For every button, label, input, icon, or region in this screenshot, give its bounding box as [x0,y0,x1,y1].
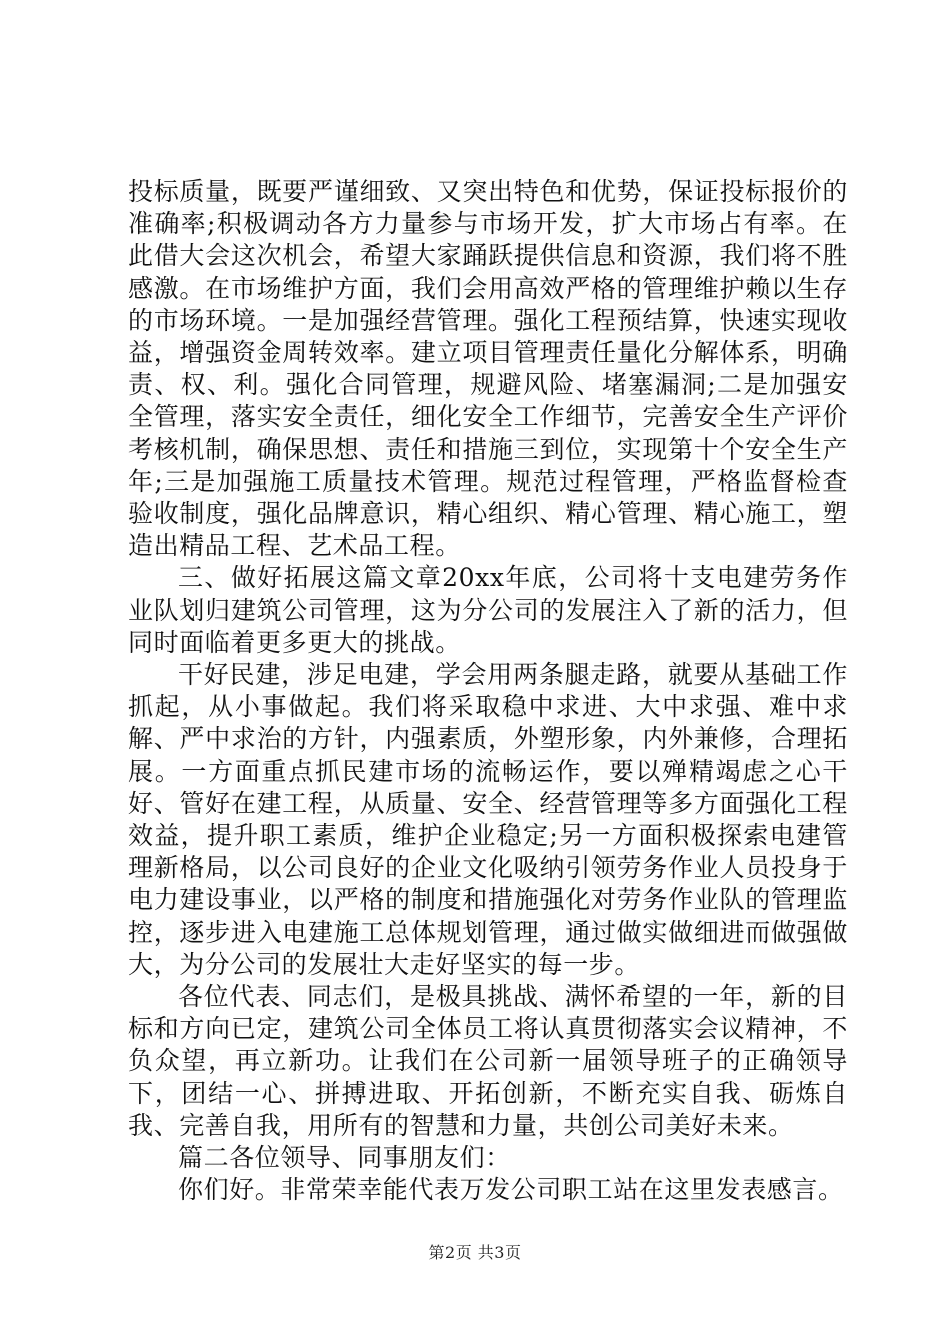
page-number-footer: 第2页 共3页 [428,1243,522,1262]
paragraph-4: 各位代表、同志们，是极具挑战、满怀希望的一年，新的目标和方向已定，建筑公司全体员工将认真贯彻落实会议精神，不负众望，再立新功。让我们在公司新一届领导班子的正确领导下，团结一心、拼搏进取、开拓创新，不断充实自我、砺炼自我、完善自我，用所有的智慧和力量，共创公司美好未来。 [128,982,848,1140]
paragraph-3: 干好民建，涉足电建，学会用两条腿走路，就要从基础工作抓起，从小事做起。我们将采取稳中求进、大中求强、难中求解、严中求治的方针，内强素质，外塑形象，内外兼修，合理拓展。一方面重点抓民建市场的流畅运作，要以殚精竭虑之心干好、管好在建工程，从质量、安全、经营管理等多方面强化工程效益，提升职工素质，维护企业稳定;另一方面积极探索电建管理新格局，以公司良好的企业文化吸纳引领劳务作业人员投身于电力建设事业，以严格的制度和措施强化对劳务作业队的管理监控，逐步进入电建施工总体规划管理，通过做实做细进而做强做大，为分公司的发展壮大走好坚实的每一步。 [128,660,848,979]
document-body [128,176,848,1207]
paragraph-5: 篇二各位领导、同事朋友们： [178,1143,511,1173]
paragraph-1: 投标质量，既要严谨细致、又突出特色和优势，保证投标报价的准确率;积极调动各方力量参与市场开发，扩大市场占有率。在此借大会这次机会，希望大家踊跃提供信息和资源，我们将不胜感激。在市场维护方面，我们会用高效严格的管理维护赖以生存的市场环境。一是加强经营管理。强化工程预结算，快速实现收益，增强资金周转效率。建立项目管理责任量化分解体系，明确责、权、利。强化合同管理，规避风险、堵塞漏洞;二是加强安全管理，落实安全责任，细化安全工作细节，完善安全生产评价考核机制，确保思想、责任和措施三到位，实现第十个安全生产年;三是加强施工质量技术管理。规范过程管理，严格监督检查验收制度，强化品牌意识，精心组织、精心管理、精心施工，塑造出精品工程、艺术品工程。 [128,177,848,561]
paragraph-2: 三、做好拓展这篇文章20xx年底，公司将十支电建劳务作业队划归建筑公司管理，这为分公司的发展注入了新的活力，但同时面临着更多更大的挑战。 [128,563,848,657]
paragraph-6: 你们好。非常荣幸能代表万发公司职工站在这里发表感言。 [178,1175,844,1205]
